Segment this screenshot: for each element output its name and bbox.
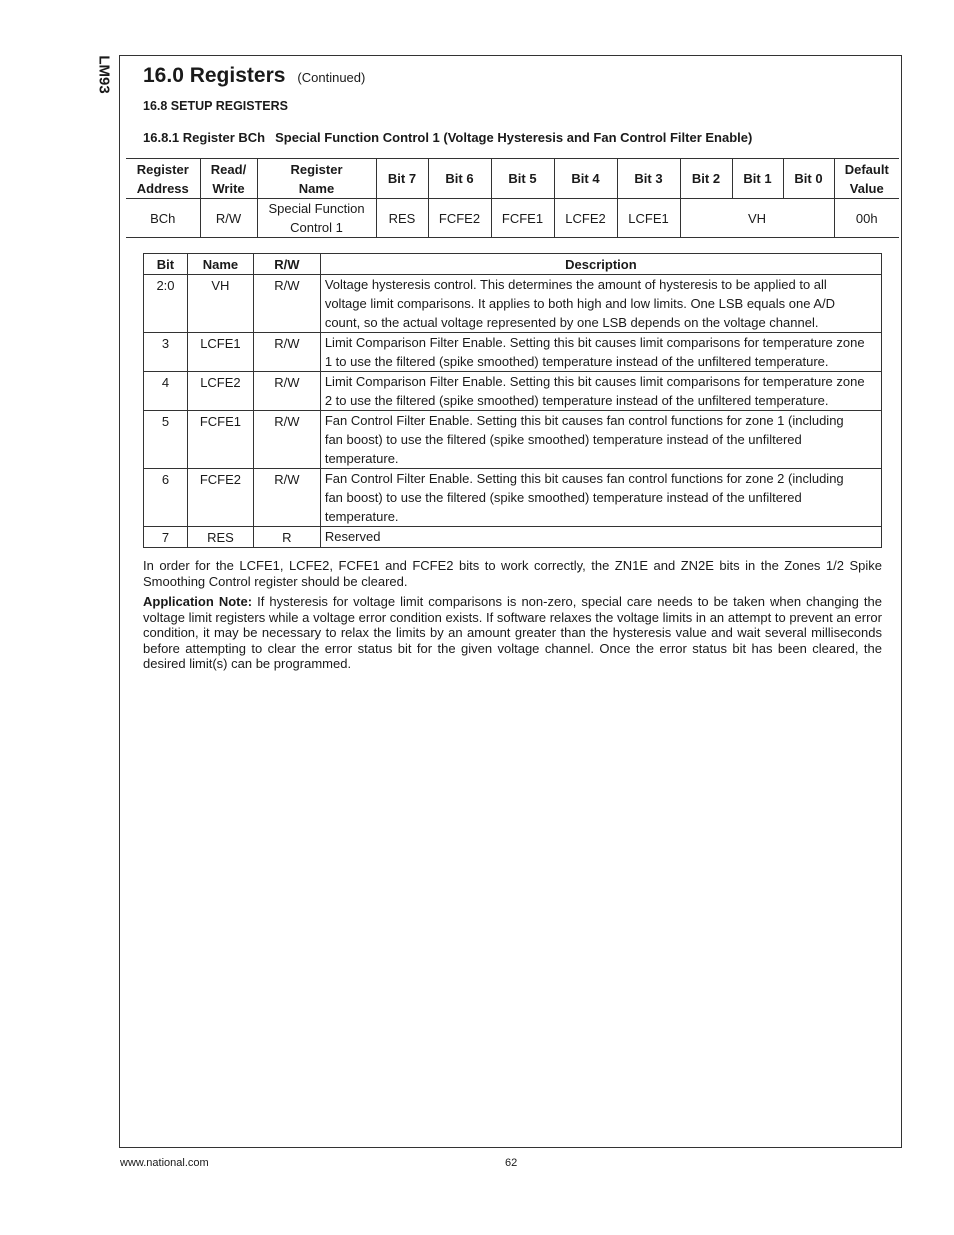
col-bit3: Bit 3: [617, 159, 680, 199]
cell-name: FCFE1: [187, 411, 253, 469]
description-line: Reserved: [324, 529, 381, 544]
col-bit: Bit: [144, 254, 188, 275]
bit-description-table: [143, 253, 882, 548]
col-default-value: Default Value: [834, 159, 899, 199]
cell-rw: R: [253, 527, 320, 548]
page-title: [143, 64, 365, 88]
col-read-write: Read/ Write: [200, 159, 257, 199]
col-bit2: Bit 2: [680, 159, 732, 199]
cell-rw: R/W: [253, 275, 320, 333]
col-bit4: Bit 4: [554, 159, 617, 199]
cell-rw: R/W: [253, 411, 320, 469]
cell-name: RES: [187, 527, 253, 548]
application-note-label: Application Note:: [143, 594, 253, 609]
page-number: 62: [505, 1157, 518, 1169]
cell-bit: 7: [144, 527, 188, 548]
cell-bit: 6: [144, 469, 188, 527]
filter-note-paragraph: In order for the LCFE1, LCFE2, FCFE1 and FCFE2 bits to work correctly, the ZN1E and ZN2E bits in the Zones 1/2 Spike Smoothing Control register should be cleared.: [143, 558, 882, 589]
col-name: Name: [187, 254, 253, 275]
col-rw: R/W: [253, 254, 320, 275]
col-register-name: Register Name: [257, 159, 376, 199]
description-line: Voltage hysteresis control. This determines the amount of hysteresis to be applied to all: [324, 277, 827, 292]
table-row: [144, 469, 882, 527]
cell-bit4: LCFE2: [554, 199, 617, 238]
cell-rw: R/W: [253, 333, 320, 372]
col-description: Description: [320, 254, 881, 275]
bit-table-header: [144, 254, 882, 275]
col-register-address: Register Address: [136, 161, 189, 196]
footer-url: www.national.com: [120, 1157, 209, 1169]
subsection-heading: [143, 130, 752, 145]
col-bit0: Bit 0: [783, 159, 834, 199]
col-bit6: Bit 6: [428, 159, 491, 199]
cell-name: VH: [187, 275, 253, 333]
table-row: [144, 527, 882, 548]
subsection-number: 16.8.1 Register BCh: [143, 130, 266, 145]
cell-rw: R/W: [200, 199, 257, 238]
subsection-title: Special Function Control 1 (Voltage Hysteresis and Fan Control Filter Enable): [275, 130, 753, 145]
description-line: Fan Control Filter Enable. Setting this bit causes fan control functions for zone 2 (including: [324, 471, 844, 486]
description-line: 1 to use the filtered (spike smoothed) temperature instead of the unfiltered temperature.: [324, 354, 829, 369]
cell-bit5: FCFE1: [491, 199, 554, 238]
cell-address: BCh: [150, 210, 176, 226]
table-row: [144, 275, 882, 333]
cell-bit3: LCFE1: [617, 199, 680, 238]
register-table-header: [126, 159, 899, 199]
cell-bit: 4: [144, 372, 188, 411]
description-line: temperature.: [324, 451, 399, 466]
cell-name: Special Function Control 1: [257, 199, 376, 238]
description-line: fan boost) to use the filtered (spike smoothed) temperature instead of the unfiltered: [324, 432, 802, 447]
cell-bit7: RES: [376, 199, 428, 238]
col-bit5: Bit 5: [491, 159, 554, 199]
side-label: LM93: [95, 54, 113, 94]
cell-description: [320, 411, 881, 469]
cell-bits2-0: VH: [680, 199, 834, 238]
description-line: Fan Control Filter Enable. Setting this bit causes fan control functions for zone 1 (including: [324, 413, 844, 428]
description-line: Limit Comparison Filter Enable. Setting this bit causes limit comparisons for temperature zone: [324, 335, 865, 350]
cell-bit: 2:0: [144, 275, 188, 333]
cell-description: [320, 333, 881, 372]
title-text: 16.0 Registers: [143, 64, 286, 87]
cell-description: [320, 527, 881, 548]
description-line: Limit Comparison Filter Enable. Setting this bit causes limit comparisons for temperature zone: [324, 374, 865, 389]
cell-rw: R/W: [253, 469, 320, 527]
cell-name: FCFE2: [187, 469, 253, 527]
cell-name: LCFE1: [187, 333, 253, 372]
table-row: [144, 411, 882, 469]
cell-rw: R/W: [253, 372, 320, 411]
cell-description: [320, 469, 881, 527]
side-tab: [94, 52, 114, 96]
table-row: [144, 333, 882, 372]
col-bit7: Bit 7: [376, 159, 428, 199]
cell-default: 00h: [834, 199, 899, 238]
application-note-text: If hysteresis for voltage limit comparisons is non-zero, special care needs to be taken when changing the voltage limit registers while a voltage error condition exists. If software relaxes the voltage limits in an attempt to prevent an error condition, it may be necessary to relax the limits by an amount greater than the hysteresis value and wait several milliseconds before attempting to clear the error status bit for the given voltage channel. Once the error status bit has been cleared, the desired limit(s) can be programmed.: [143, 594, 882, 672]
cell-bit: 5: [144, 411, 188, 469]
description-line: voltage limit comparisons. It applies to both high and low limits. One LSB equals one A/D: [324, 296, 835, 311]
cell-description: [320, 275, 881, 333]
description-line: count, so the actual voltage represented by one LSB depends on the voltage channel.: [324, 315, 819, 330]
register-summary-table: [126, 158, 899, 238]
cell-bit6: FCFE2: [428, 199, 491, 238]
cell-bit: 3: [144, 333, 188, 372]
description-line: fan boost) to use the filtered (spike smoothed) temperature instead of the unfiltered: [324, 490, 802, 505]
cell-name: LCFE2: [187, 372, 253, 411]
continued-label: (Continued): [297, 70, 366, 85]
section-heading: 16.8 SETUP REGISTERS: [143, 99, 288, 113]
description-line: temperature.: [324, 509, 399, 524]
cell-description: [320, 372, 881, 411]
col-bit1: Bit 1: [732, 159, 783, 199]
description-line: 2 to use the filtered (spike smoothed) temperature instead of the unfiltered temperature.: [324, 393, 829, 408]
application-note-paragraph: [143, 594, 882, 672]
table-row: [144, 372, 882, 411]
register-table-row: [126, 199, 899, 238]
